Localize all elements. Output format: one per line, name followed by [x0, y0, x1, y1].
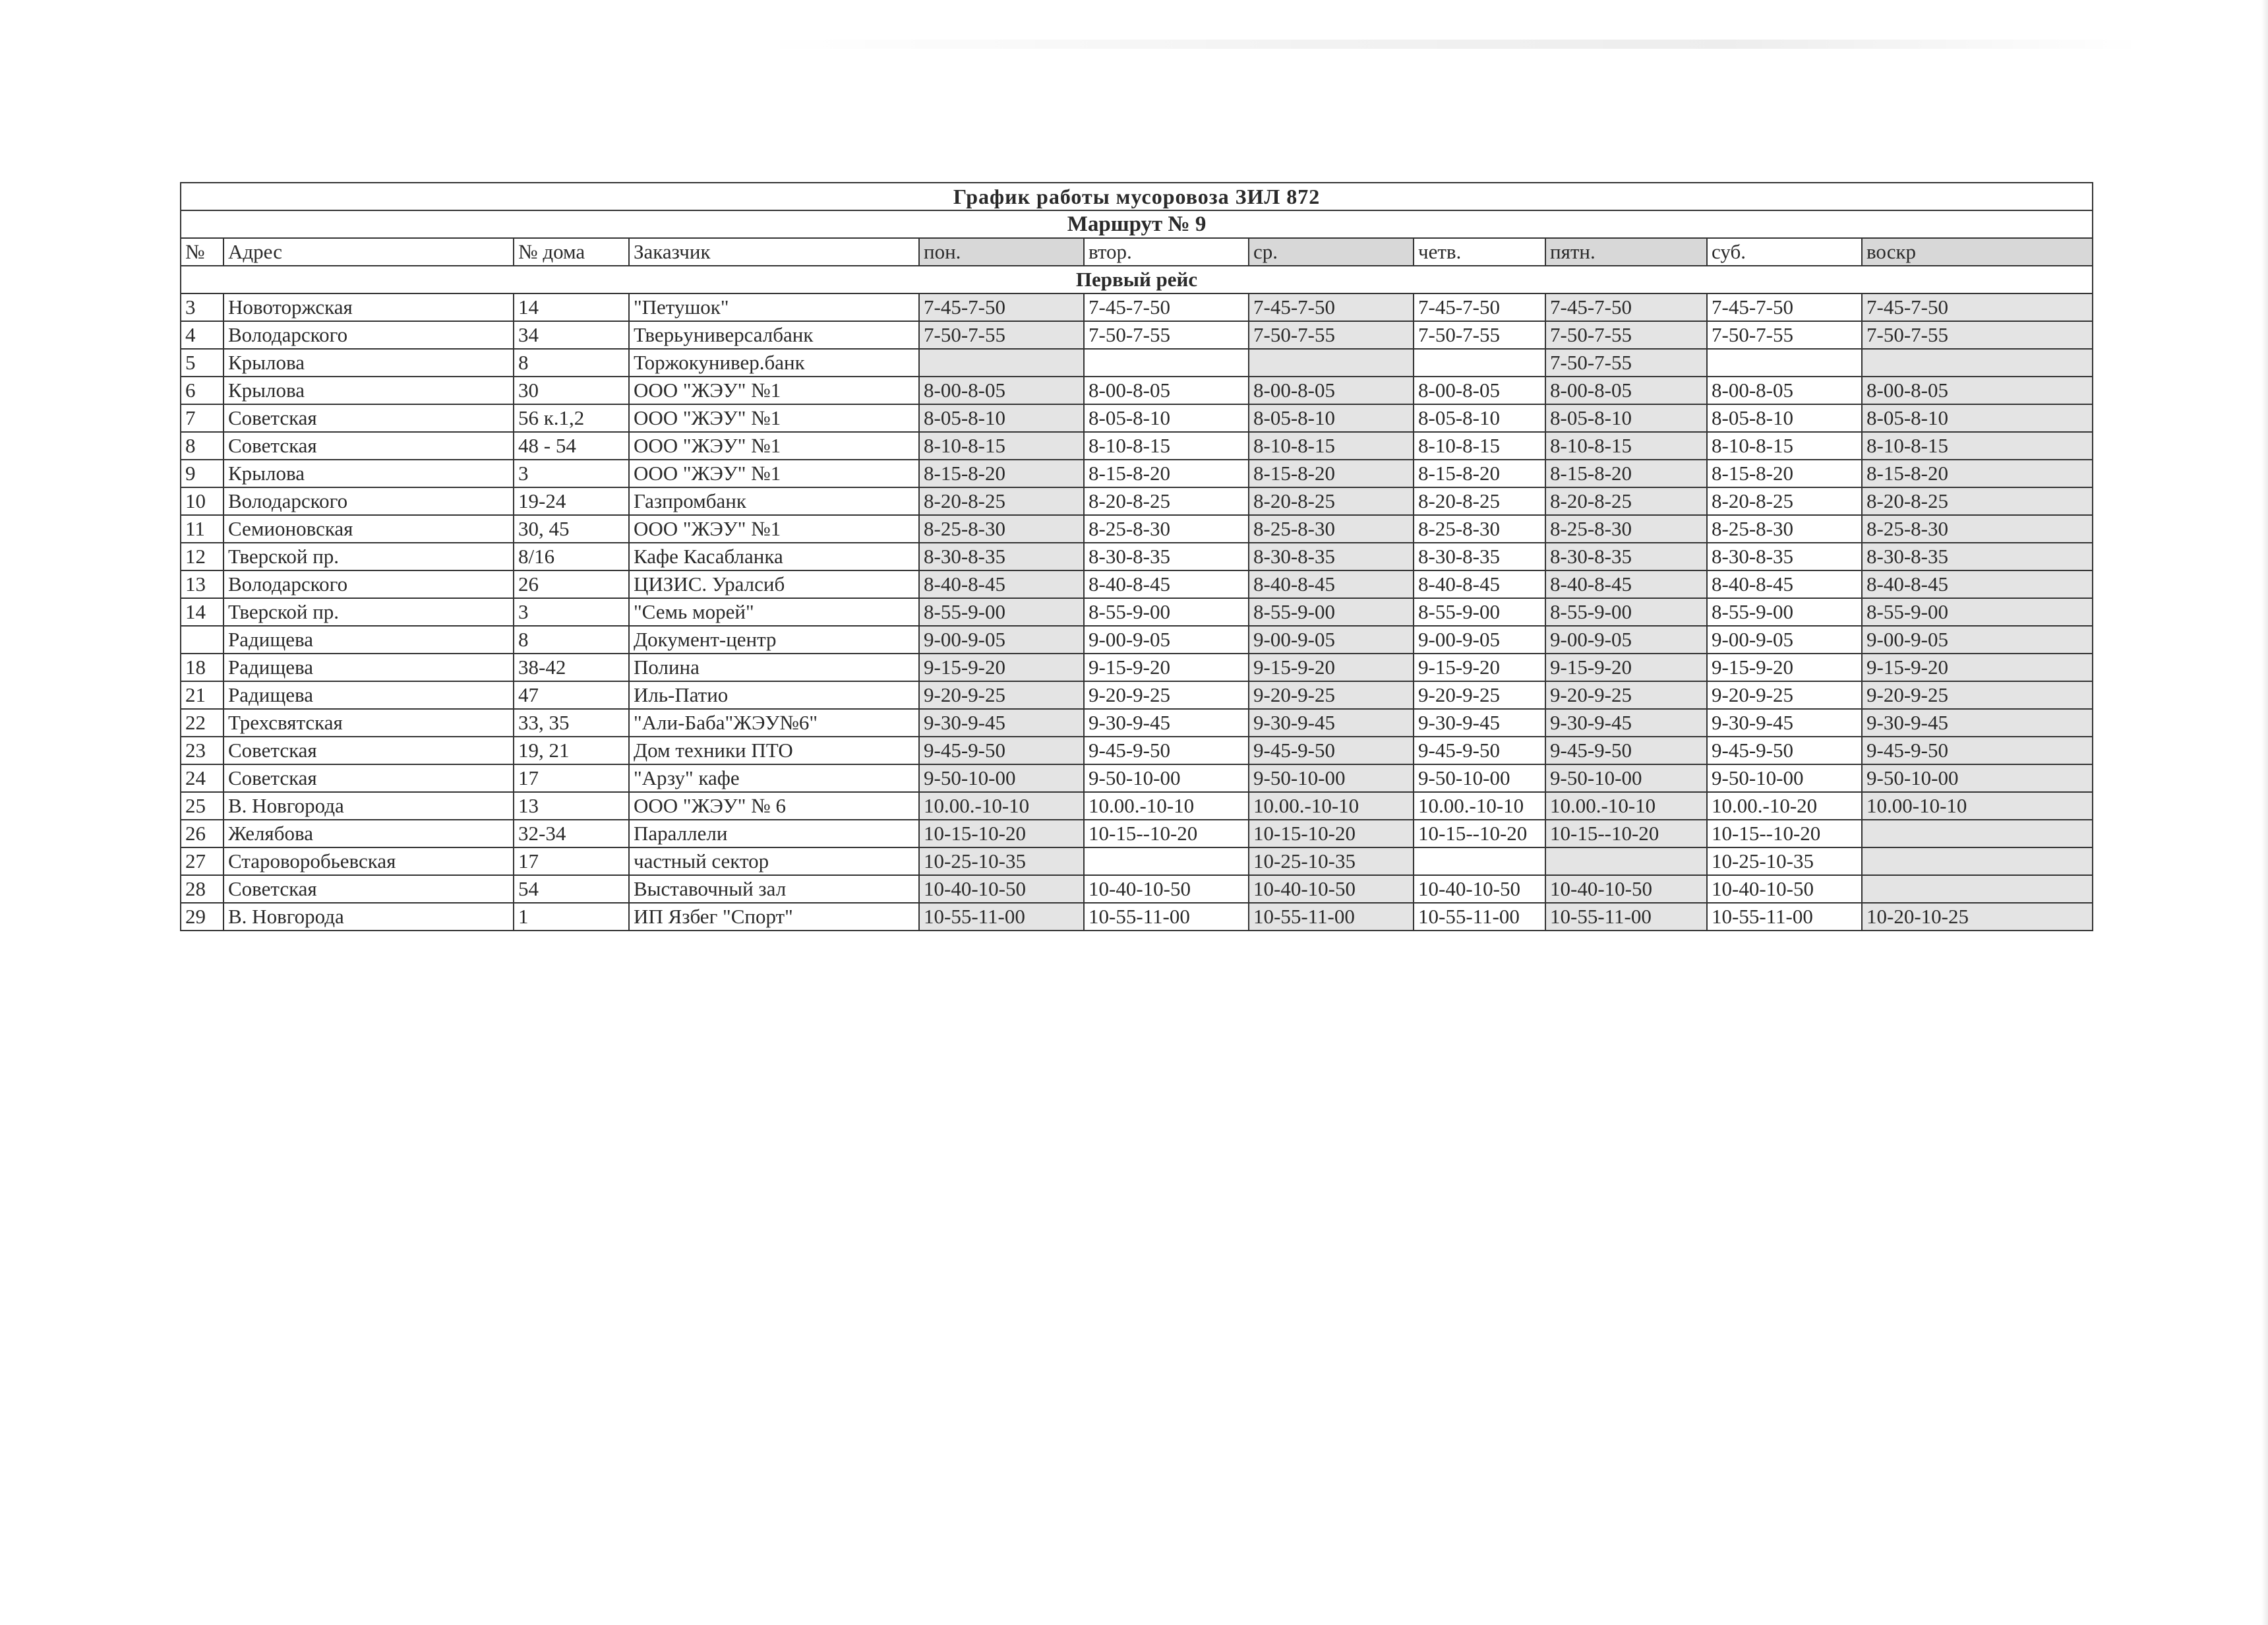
time-cell-wednesday: 10-15-10-20 [1249, 820, 1414, 847]
time-cell-sunday: 8-10-8-15 [1862, 432, 2093, 460]
time-cell-friday: 9-50-10-00 [1545, 764, 1707, 792]
row-number: 11 [181, 515, 224, 543]
table-row [181, 377, 2093, 404]
scan-edge-shadow [2261, 0, 2268, 1625]
time-cell-tuesday: 9-00-9-05 [1084, 626, 1249, 654]
time-cell-thursday: 8-25-8-30 [1414, 515, 1545, 543]
time-cell-wednesday: 10-40-10-50 [1249, 875, 1414, 903]
table-title: График работы мусоровоза ЗИЛ 872 [181, 183, 2093, 210]
house-cell: 33, 35 [514, 709, 629, 737]
time-cell-thursday: 8-05-8-10 [1414, 404, 1545, 432]
customer-cell: ООО "ЖЭУ" №1 [629, 432, 919, 460]
time-cell-thursday: 9-50-10-00 [1414, 764, 1545, 792]
address-cell: В. Новгорода [224, 903, 514, 931]
address-cell: Советская [224, 737, 514, 764]
time-cell-friday: 8-25-8-30 [1545, 515, 1707, 543]
time-cell-friday: 8-15-8-20 [1545, 460, 1707, 487]
address-cell: Крылова [224, 460, 514, 487]
time-cell-monday [919, 349, 1084, 377]
time-cell-thursday: 9-20-9-25 [1414, 681, 1545, 709]
row-number [181, 626, 224, 654]
header-row [181, 238, 2093, 266]
time-cell-tuesday: 7-45-7-50 [1084, 293, 1249, 321]
table-row [181, 487, 2093, 515]
table-row [181, 321, 2093, 349]
house-cell: 17 [514, 764, 629, 792]
time-cell-sunday [1862, 875, 2093, 903]
time-cell-friday: 7-45-7-50 [1545, 293, 1707, 321]
header-customer: Заказчик [629, 238, 919, 266]
table-row [181, 764, 2093, 792]
time-cell-saturday: 8-55-9-00 [1707, 598, 1862, 626]
time-cell-saturday: 8-25-8-30 [1707, 515, 1862, 543]
address-cell: Володарского [224, 570, 514, 598]
customer-cell: Газпромбанк [629, 487, 919, 515]
time-cell-wednesday: 8-00-8-05 [1249, 377, 1414, 404]
time-cell-saturday: 8-40-8-45 [1707, 570, 1862, 598]
time-cell-saturday: 8-00-8-05 [1707, 377, 1862, 404]
time-cell-monday: 8-55-9-00 [919, 598, 1084, 626]
table-row [181, 654, 2093, 681]
customer-cell: частный сектор [629, 847, 919, 875]
row-number: 14 [181, 598, 224, 626]
customer-cell: Полина [629, 654, 919, 681]
customer-cell: Параллели [629, 820, 919, 847]
table-row [181, 515, 2093, 543]
time-cell-friday: 10.00.-10-10 [1545, 792, 1707, 820]
table-row [181, 460, 2093, 487]
time-cell-sunday: 10.00-10-10 [1862, 792, 2093, 820]
time-cell-wednesday: 7-50-7-55 [1249, 321, 1414, 349]
time-cell-thursday: 7-50-7-55 [1414, 321, 1545, 349]
customer-cell: Иль-Патио [629, 681, 919, 709]
time-cell-wednesday: 9-20-9-25 [1249, 681, 1414, 709]
time-cell-wednesday: 9-30-9-45 [1249, 709, 1414, 737]
table-row [181, 543, 2093, 570]
time-cell-monday: 10.00.-10-10 [919, 792, 1084, 820]
time-cell-wednesday: 8-10-8-15 [1249, 432, 1414, 460]
time-cell-saturday: 8-15-8-20 [1707, 460, 1862, 487]
time-cell-tuesday: 10-55-11-00 [1084, 903, 1249, 931]
house-cell: 14 [514, 293, 629, 321]
table-row [181, 875, 2093, 903]
time-cell-tuesday: 8-10-8-15 [1084, 432, 1249, 460]
time-cell-friday: 8-10-8-15 [1545, 432, 1707, 460]
customer-cell: ООО "ЖЭУ" №1 [629, 460, 919, 487]
time-cell-monday: 10-40-10-50 [919, 875, 1084, 903]
time-cell-wednesday: 8-25-8-30 [1249, 515, 1414, 543]
time-cell-sunday [1862, 847, 2093, 875]
house-cell: 34 [514, 321, 629, 349]
time-cell-monday: 9-50-10-00 [919, 764, 1084, 792]
house-cell: 30, 45 [514, 515, 629, 543]
time-cell-saturday: 8-05-8-10 [1707, 404, 1862, 432]
row-number: 22 [181, 709, 224, 737]
row-number: 9 [181, 460, 224, 487]
header-address: Адрес [224, 238, 514, 266]
time-cell-monday: 8-00-8-05 [919, 377, 1084, 404]
time-cell-saturday: 8-10-8-15 [1707, 432, 1862, 460]
time-cell-friday: 8-30-8-35 [1545, 543, 1707, 570]
time-cell-friday: 7-50-7-55 [1545, 321, 1707, 349]
time-cell-saturday: 9-20-9-25 [1707, 681, 1862, 709]
table-row [181, 598, 2093, 626]
time-cell-sunday: 10-20-10-25 [1862, 903, 2093, 931]
time-cell-friday: 7-50-7-55 [1545, 349, 1707, 377]
address-cell: Радищева [224, 681, 514, 709]
time-cell-sunday: 8-00-8-05 [1862, 377, 2093, 404]
table-row [181, 847, 2093, 875]
house-cell: 17 [514, 847, 629, 875]
table-row [181, 681, 2093, 709]
time-cell-sunday [1862, 349, 2093, 377]
time-cell-monday: 7-50-7-55 [919, 321, 1084, 349]
row-number: 12 [181, 543, 224, 570]
time-cell-monday: 9-00-9-05 [919, 626, 1084, 654]
time-cell-friday: 9-30-9-45 [1545, 709, 1707, 737]
customer-cell: Выставочный зал [629, 875, 919, 903]
house-cell: 56 к.1,2 [514, 404, 629, 432]
customer-cell: ИП Язбег "Спорт" [629, 903, 919, 931]
customer-cell: Торжокунивер.банк [629, 349, 919, 377]
house-cell: 30 [514, 377, 629, 404]
time-cell-sunday: 9-15-9-20 [1862, 654, 2093, 681]
house-cell: 38-42 [514, 654, 629, 681]
row-number: 10 [181, 487, 224, 515]
time-cell-wednesday: 9-45-9-50 [1249, 737, 1414, 764]
time-cell-monday: 8-40-8-45 [919, 570, 1084, 598]
time-cell-wednesday: 8-15-8-20 [1249, 460, 1414, 487]
scan-artifact [758, 40, 2143, 49]
time-cell-tuesday: 10.00.-10-10 [1084, 792, 1249, 820]
time-cell-tuesday: 9-50-10-00 [1084, 764, 1249, 792]
table-row [181, 820, 2093, 847]
customer-cell: ЦИЗИС. Уралсиб [629, 570, 919, 598]
customer-cell: "Петушок" [629, 293, 919, 321]
time-cell-thursday: 8-10-8-15 [1414, 432, 1545, 460]
time-cell-sunday: 8-25-8-30 [1862, 515, 2093, 543]
time-cell-thursday [1414, 349, 1545, 377]
time-cell-wednesday: 7-45-7-50 [1249, 293, 1414, 321]
address-cell: Трехсвятская [224, 709, 514, 737]
time-cell-monday: 8-25-8-30 [919, 515, 1084, 543]
time-cell-sunday: 9-30-9-45 [1862, 709, 2093, 737]
time-cell-sunday: 9-20-9-25 [1862, 681, 2093, 709]
header-friday: пятн. [1545, 238, 1707, 266]
time-cell-thursday: 10-40-10-50 [1414, 875, 1545, 903]
time-cell-tuesday: 8-25-8-30 [1084, 515, 1249, 543]
table-row [181, 404, 2093, 432]
row-number: 4 [181, 321, 224, 349]
header-thursday: четв. [1414, 238, 1545, 266]
address-cell: Крылова [224, 377, 514, 404]
customer-cell: "Семь морей" [629, 598, 919, 626]
table-row [181, 293, 2093, 321]
address-cell: Тверской пр. [224, 543, 514, 570]
time-cell-wednesday: 8-05-8-10 [1249, 404, 1414, 432]
customer-cell: ООО "ЖЭУ" № 6 [629, 792, 919, 820]
time-cell-sunday: 9-45-9-50 [1862, 737, 2093, 764]
time-cell-thursday: 8-40-8-45 [1414, 570, 1545, 598]
time-cell-thursday: 8-55-9-00 [1414, 598, 1545, 626]
time-cell-thursday: 8-30-8-35 [1414, 543, 1545, 570]
time-cell-friday: 10-15--10-20 [1545, 820, 1707, 847]
row-number: 13 [181, 570, 224, 598]
time-cell-tuesday: 8-05-8-10 [1084, 404, 1249, 432]
time-cell-tuesday: 9-20-9-25 [1084, 681, 1249, 709]
time-cell-tuesday: 8-55-9-00 [1084, 598, 1249, 626]
time-cell-saturday: 10.00.-10-20 [1707, 792, 1862, 820]
time-cell-thursday: 10.00.-10-10 [1414, 792, 1545, 820]
time-cell-monday: 8-10-8-15 [919, 432, 1084, 460]
time-cell-thursday: 8-20-8-25 [1414, 487, 1545, 515]
address-cell: Тверской пр. [224, 598, 514, 626]
time-cell-sunday [1862, 820, 2093, 847]
header-monday: пон. [919, 238, 1084, 266]
time-cell-thursday: 8-15-8-20 [1414, 460, 1545, 487]
time-cell-friday: 10-40-10-50 [1545, 875, 1707, 903]
address-cell: Желябова [224, 820, 514, 847]
time-cell-monday: 8-20-8-25 [919, 487, 1084, 515]
time-cell-friday: 9-20-9-25 [1545, 681, 1707, 709]
address-cell: Советская [224, 875, 514, 903]
time-cell-tuesday [1084, 349, 1249, 377]
row-number: 5 [181, 349, 224, 377]
address-cell: Семионовская [224, 515, 514, 543]
time-cell-saturday: 9-30-9-45 [1707, 709, 1862, 737]
table-row [181, 626, 2093, 654]
time-cell-wednesday: 10-55-11-00 [1249, 903, 1414, 931]
time-cell-saturday: 8-20-8-25 [1707, 487, 1862, 515]
header-sunday: воскр [1862, 238, 2093, 266]
time-cell-monday: 10-55-11-00 [919, 903, 1084, 931]
row-number: 6 [181, 377, 224, 404]
customer-cell: "Али-Баба"ЖЭУ№6" [629, 709, 919, 737]
row-number: 24 [181, 764, 224, 792]
house-cell: 47 [514, 681, 629, 709]
time-cell-wednesday: 8-20-8-25 [1249, 487, 1414, 515]
time-cell-wednesday: 10.00.-10-10 [1249, 792, 1414, 820]
row-number: 26 [181, 820, 224, 847]
trip-label: Первый рейс [181, 266, 2093, 293]
time-cell-friday: 8-55-9-00 [1545, 598, 1707, 626]
time-cell-tuesday: 8-15-8-20 [1084, 460, 1249, 487]
time-cell-tuesday: 9-45-9-50 [1084, 737, 1249, 764]
time-cell-monday: 9-45-9-50 [919, 737, 1084, 764]
time-cell-monday: 8-15-8-20 [919, 460, 1084, 487]
time-cell-wednesday: 9-50-10-00 [1249, 764, 1414, 792]
time-cell-monday: 10-15-10-20 [919, 820, 1084, 847]
header-saturday: суб. [1707, 238, 1862, 266]
house-cell: 3 [514, 598, 629, 626]
schedule-sheet [180, 182, 2092, 931]
time-cell-wednesday: 8-30-8-35 [1249, 543, 1414, 570]
house-cell: 19, 21 [514, 737, 629, 764]
table-row [181, 792, 2093, 820]
header-number: № [181, 238, 224, 266]
address-cell: Советская [224, 432, 514, 460]
time-cell-friday: 8-40-8-45 [1545, 570, 1707, 598]
table-row [181, 737, 2093, 764]
house-cell: 19-24 [514, 487, 629, 515]
time-cell-sunday: 9-00-9-05 [1862, 626, 2093, 654]
time-cell-sunday: 7-45-7-50 [1862, 293, 2093, 321]
house-cell: 8 [514, 349, 629, 377]
time-cell-friday: 9-15-9-20 [1545, 654, 1707, 681]
time-cell-monday: 10-25-10-35 [919, 847, 1084, 875]
time-cell-friday [1545, 847, 1707, 875]
time-cell-sunday: 7-50-7-55 [1862, 321, 2093, 349]
time-cell-friday: 9-45-9-50 [1545, 737, 1707, 764]
time-cell-wednesday: 8-40-8-45 [1249, 570, 1414, 598]
house-cell: 3 [514, 460, 629, 487]
time-cell-thursday: 8-00-8-05 [1414, 377, 1545, 404]
address-cell: Володарского [224, 487, 514, 515]
time-cell-wednesday: 9-00-9-05 [1249, 626, 1414, 654]
time-cell-sunday: 8-20-8-25 [1862, 487, 2093, 515]
time-cell-thursday: 10-55-11-00 [1414, 903, 1545, 931]
time-cell-monday: 8-30-8-35 [919, 543, 1084, 570]
time-cell-saturday: 10-25-10-35 [1707, 847, 1862, 875]
time-cell-saturday: 9-15-9-20 [1707, 654, 1862, 681]
row-number: 21 [181, 681, 224, 709]
time-cell-tuesday: 10-40-10-50 [1084, 875, 1249, 903]
time-cell-saturday [1707, 349, 1862, 377]
time-cell-monday: 9-30-9-45 [919, 709, 1084, 737]
time-cell-tuesday [1084, 847, 1249, 875]
time-cell-monday: 7-45-7-50 [919, 293, 1084, 321]
time-cell-monday: 8-05-8-10 [919, 404, 1084, 432]
row-number: 3 [181, 293, 224, 321]
time-cell-thursday: 9-30-9-45 [1414, 709, 1545, 737]
house-cell: 8/16 [514, 543, 629, 570]
address-cell: Советская [224, 764, 514, 792]
time-cell-friday: 9-00-9-05 [1545, 626, 1707, 654]
house-cell: 1 [514, 903, 629, 931]
row-number: 8 [181, 432, 224, 460]
time-cell-tuesday: 8-00-8-05 [1084, 377, 1249, 404]
house-cell: 8 [514, 626, 629, 654]
house-cell: 32-34 [514, 820, 629, 847]
house-cell: 13 [514, 792, 629, 820]
house-cell: 48 - 54 [514, 432, 629, 460]
time-cell-monday: 9-20-9-25 [919, 681, 1084, 709]
address-cell: В. Новгорода [224, 792, 514, 820]
customer-cell: Тверьуниверсалбанк [629, 321, 919, 349]
time-cell-sunday: 8-15-8-20 [1862, 460, 2093, 487]
address-cell: Советская [224, 404, 514, 432]
customer-cell: ООО "ЖЭУ" №1 [629, 377, 919, 404]
time-cell-sunday: 8-55-9-00 [1862, 598, 2093, 626]
time-cell-saturday: 10-15--10-20 [1707, 820, 1862, 847]
address-cell: Радищева [224, 654, 514, 681]
address-cell: Староворобьевская [224, 847, 514, 875]
header-wednesday: ср. [1249, 238, 1414, 266]
address-cell: Радищева [224, 626, 514, 654]
time-cell-friday: 8-00-8-05 [1545, 377, 1707, 404]
table-row [181, 709, 2093, 737]
time-cell-wednesday: 8-55-9-00 [1249, 598, 1414, 626]
time-cell-sunday: 9-50-10-00 [1862, 764, 2093, 792]
header-house: № дома [514, 238, 629, 266]
header-tuesday: втор. [1084, 238, 1249, 266]
time-cell-saturday: 10-55-11-00 [1707, 903, 1862, 931]
time-cell-sunday: 8-30-8-35 [1862, 543, 2093, 570]
time-cell-wednesday: 9-15-9-20 [1249, 654, 1414, 681]
house-cell: 54 [514, 875, 629, 903]
schedule-table [180, 182, 2093, 931]
time-cell-tuesday: 9-30-9-45 [1084, 709, 1249, 737]
time-cell-friday: 10-55-11-00 [1545, 903, 1707, 931]
customer-cell: Кафе Касабланка [629, 543, 919, 570]
row-number: 23 [181, 737, 224, 764]
time-cell-saturday: 9-00-9-05 [1707, 626, 1862, 654]
time-cell-tuesday: 8-30-8-35 [1084, 543, 1249, 570]
house-cell: 26 [514, 570, 629, 598]
address-cell: Крылова [224, 349, 514, 377]
address-cell: Новоторжская [224, 293, 514, 321]
time-cell-saturday: 8-30-8-35 [1707, 543, 1862, 570]
customer-cell: ООО "ЖЭУ" №1 [629, 515, 919, 543]
time-cell-sunday: 8-05-8-10 [1862, 404, 2093, 432]
row-number: 25 [181, 792, 224, 820]
time-cell-friday: 8-20-8-25 [1545, 487, 1707, 515]
table-row [181, 432, 2093, 460]
row-number: 27 [181, 847, 224, 875]
customer-cell: ООО "ЖЭУ" №1 [629, 404, 919, 432]
time-cell-saturday: 9-50-10-00 [1707, 764, 1862, 792]
time-cell-friday: 8-05-8-10 [1545, 404, 1707, 432]
time-cell-saturday: 9-45-9-50 [1707, 737, 1862, 764]
time-cell-tuesday: 9-15-9-20 [1084, 654, 1249, 681]
row-number: 29 [181, 903, 224, 931]
time-cell-wednesday: 10-25-10-35 [1249, 847, 1414, 875]
row-number: 7 [181, 404, 224, 432]
time-cell-thursday: 9-15-9-20 [1414, 654, 1545, 681]
time-cell-saturday: 7-50-7-55 [1707, 321, 1862, 349]
row-number: 28 [181, 875, 224, 903]
time-cell-tuesday: 10-15--10-20 [1084, 820, 1249, 847]
time-cell-thursday: 9-00-9-05 [1414, 626, 1545, 654]
time-cell-sunday: 8-40-8-45 [1862, 570, 2093, 598]
time-cell-thursday: 7-45-7-50 [1414, 293, 1545, 321]
time-cell-tuesday: 8-40-8-45 [1084, 570, 1249, 598]
time-cell-thursday: 10-15--10-20 [1414, 820, 1545, 847]
time-cell-tuesday: 8-20-8-25 [1084, 487, 1249, 515]
time-cell-tuesday: 7-50-7-55 [1084, 321, 1249, 349]
time-cell-thursday: 9-45-9-50 [1414, 737, 1545, 764]
row-number: 18 [181, 654, 224, 681]
address-cell: Володарского [224, 321, 514, 349]
customer-cell: Дом техники ПТО [629, 737, 919, 764]
table-row [181, 570, 2093, 598]
time-cell-wednesday [1249, 349, 1414, 377]
route-label: Маршрут № 9 [181, 210, 2093, 238]
time-cell-saturday: 7-45-7-50 [1707, 293, 1862, 321]
table-row [181, 349, 2093, 377]
customer-cell: Документ-центр [629, 626, 919, 654]
time-cell-monday: 9-15-9-20 [919, 654, 1084, 681]
time-cell-saturday: 10-40-10-50 [1707, 875, 1862, 903]
time-cell-thursday [1414, 847, 1545, 875]
table-row [181, 903, 2093, 931]
customer-cell: "Арзу" кафе [629, 764, 919, 792]
